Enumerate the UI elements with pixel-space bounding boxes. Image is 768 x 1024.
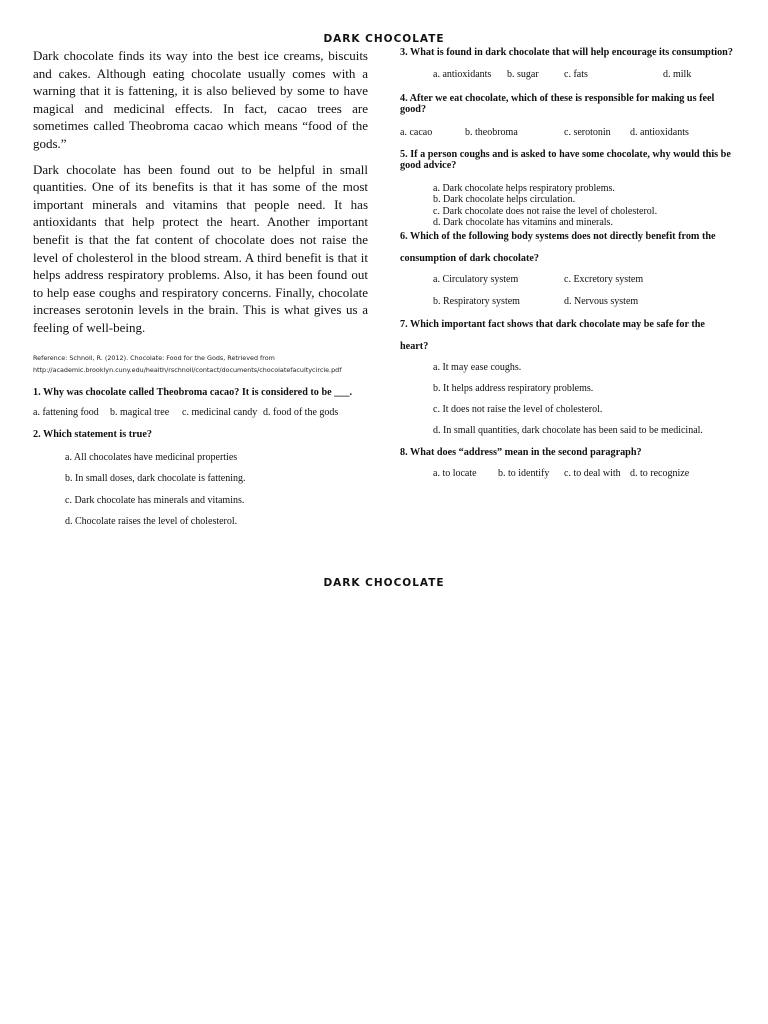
question-3: 3. What is found in dark chocolate that will help encourage its consumption?	[400, 47, 733, 58]
question-1-option-b: b. magical tree	[110, 407, 170, 419]
question-2: 2. Which statement is true?	[33, 429, 152, 441]
reference	[33, 352, 368, 376]
reference-line-1: Reference: Schnoll, R. (2012). Chocolate: Food for the Gods, Retrieved from	[33, 353, 275, 362]
question-5-option-c: c. Dark chocolate does not raise the level of cholesterol.	[433, 205, 658, 217]
question-8-option-a: a. to locate	[433, 467, 477, 479]
question-7-option-a: a. It may ease coughs.	[433, 362, 522, 374]
questions-column	[400, 47, 735, 480]
question-1-options	[33, 407, 368, 419]
question-4-options	[400, 127, 735, 139]
question-3-option-c: c. fats	[564, 68, 588, 80]
question-5-options	[433, 183, 735, 229]
question-1-option-c: c. medicinal candy	[182, 407, 258, 419]
question-3-option-d: d. milk	[663, 68, 692, 80]
question-4-option-c: c. serotonin	[564, 126, 611, 138]
question-2-option-d: d. Chocolate raises the level of cholesterol.	[65, 516, 238, 528]
question-6-options-row-1	[433, 274, 735, 286]
question-8-option-d: d. to recognize	[630, 467, 690, 479]
question-6-line-2: consumption of dark chocolate?	[400, 252, 539, 264]
question-2-option-b: b. In small doses, dark chocolate is fattening.	[65, 473, 246, 485]
reference-url: http://academic.brooklyn.cuny.edu/health/rschnoll/contact/documents/chocolatefacultycircle.pdf	[33, 365, 342, 374]
question-3-option-b: b. sugar	[507, 68, 539, 80]
question-6-option-b: b. Respiratory system	[433, 296, 520, 308]
question-1-option-a: a. fattening food	[33, 407, 99, 419]
page-title-repeat: DARK CHOCOLATE	[323, 577, 445, 589]
question-7-line-1: 7. Which important fact shows that dark chocolate may be safe for the	[400, 319, 705, 331]
question-8-option-b: b. to identify	[498, 467, 550, 479]
question-8: 8. What does “address” mean in the second paragraph?	[400, 447, 642, 459]
question-7-options	[433, 362, 735, 437]
question-1-option-d: d. food of the gods	[263, 407, 339, 419]
question-4-option-b: b. theobroma	[465, 126, 518, 138]
page-title: DARK CHOCOLATE	[323, 33, 445, 45]
question-4: 4. After we eat chocolate, which of these is responsible for making us feel good?	[400, 92, 715, 116]
question-6-option-d: d. Nervous system	[564, 296, 639, 308]
question-5-option-d: d. Dark chocolate has vitamins and minerals.	[433, 217, 613, 229]
question-6-options-row-2	[433, 296, 735, 308]
question-2-option-a: a. All chocolates have medicinal properties	[65, 451, 238, 463]
question-5-option-b: b. Dark chocolate helps circulation.	[433, 194, 576, 206]
passage-column	[33, 47, 368, 528]
question-7-option-d: d. In small quantities, dark chocolate has been said to be medicinal.	[433, 425, 703, 437]
question-7-option-c: c. It does not raise the level of cholesterol.	[433, 404, 603, 416]
question-2-option-c: c. Dark chocolate has minerals and vitamins.	[65, 494, 245, 506]
question-6-line-1: 6. Which of the following body systems does not directly benefit from the	[400, 230, 716, 242]
question-4-option-a: a. cacao	[400, 126, 433, 138]
question-3-options	[433, 69, 735, 81]
question-7-line-2: heart?	[400, 340, 429, 352]
passage-paragraph-2: Dark chocolate has been found out to be helpful in small quantities. One of its benefits is that it has some of the most important minerals and vitamins that people need. It has antioxidants that help protect the heart. Another important benefit is that the fat content of chocolate does not raise the level of cholesterol in the blood stream. A third benefit is that it helps address respiratory problems. Also, it has been found out to help ease coughs and respiratory concerns. Finally, chocolate increases serotonin levels in the brain. This is what gives us a feeling of well-being.	[33, 161, 368, 335]
question-6-option-a: a. Circulatory system	[433, 274, 519, 286]
question-3-option-a: a. antioxidants	[433, 68, 492, 80]
question-5-option-a: a. Dark chocolate helps respiratory problems.	[433, 182, 615, 194]
question-8-option-c: c. to deal with	[564, 467, 621, 479]
question-4-option-d: d. antioxidants	[630, 126, 689, 138]
passage-paragraph-1: Dark chocolate finds its way into the best ice creams, biscuits and cakes. Although eating chocolate usually comes with a warning that it is fattening, it is also believed by some to have magical and medicinal effects. In fact, cacao trees are sometimes called Theobroma cacao which means “food of the gods.”	[33, 48, 368, 151]
question-1: 1. Why was chocolate called Theobroma cacao? It is considered to be ___.	[33, 386, 353, 398]
question-7-option-b: b. It helps address respiratory problems.	[433, 383, 594, 395]
question-5: 5. If a person coughs and is asked to have some chocolate, why would this be good advice?	[400, 148, 731, 172]
question-6-option-c: c. Excretory system	[564, 274, 644, 286]
question-8-options	[433, 468, 735, 480]
